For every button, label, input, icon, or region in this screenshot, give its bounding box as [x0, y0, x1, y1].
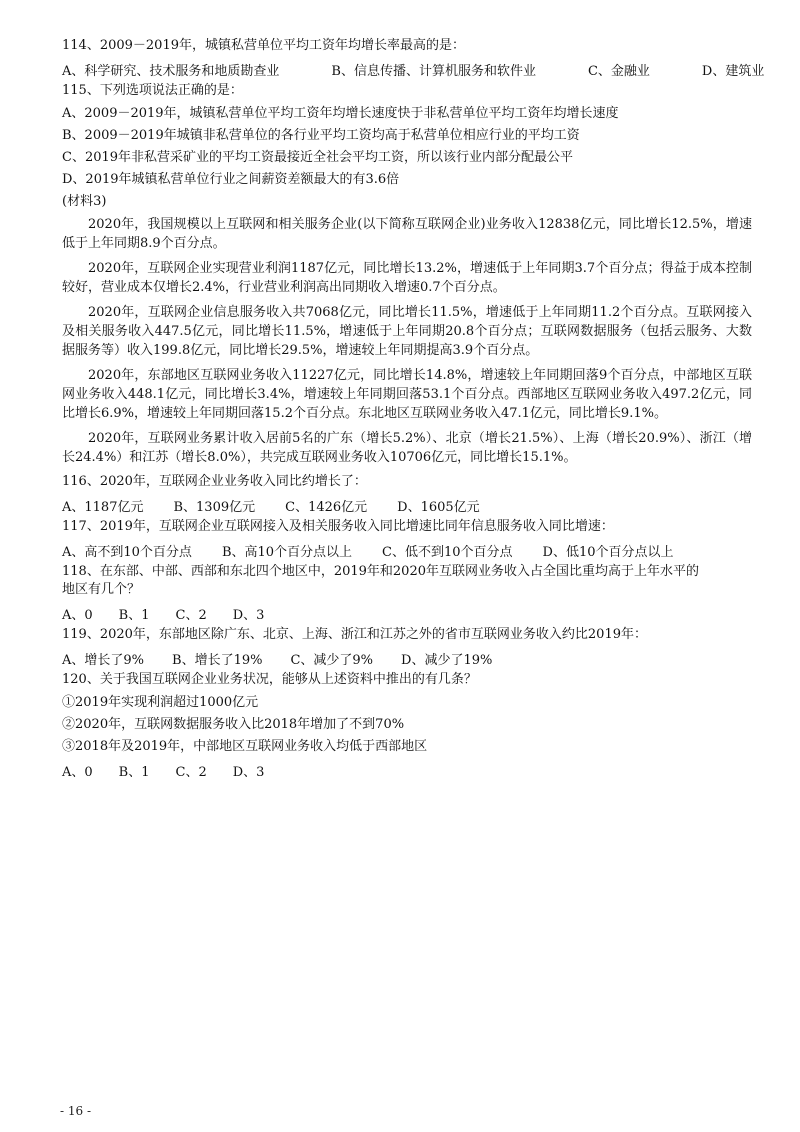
option-c: C、1426亿元: [285, 500, 368, 515]
question-115-options: [62, 105, 752, 189]
option-b: B、1: [118, 765, 150, 780]
page-number: - 16 -: [60, 1104, 92, 1118]
option-c: C、2: [175, 608, 207, 623]
option-b: B、高10个百分点以上: [221, 545, 353, 560]
question-114-options: [62, 60, 765, 79]
question-115-stem: 115、下列选项说法正确的是：: [62, 83, 243, 98]
question-119-stem: 119、2020年，东部地区除广东、北京、上海、浙江和江苏之外的省市互联网业务收入约比2019年：: [62, 627, 647, 642]
option-d: D、低10个百分点以上: [542, 545, 674, 560]
option-c: C、2019年非私营采矿业的平均工资最接近全社会平均工资，所以该行业内部分配最公平: [62, 150, 574, 165]
question-118-options: [62, 604, 752, 623]
question-120-options: [62, 761, 752, 780]
statement-3: ③2018年及2019年，中部地区互联网业务收入均低于西部地区: [62, 739, 428, 754]
document-page: [62, 34, 765, 783]
option-a: A、科学研究、技术服务和地质勘查业: [62, 64, 280, 79]
question-117-options: [62, 541, 752, 560]
question-114-stem: 114、2009－2019年，城镇私营单位平均工资年均增长率最高的是：: [62, 38, 465, 53]
option-c: C、金融业: [587, 64, 650, 79]
question-120-stem: 120、关于我国互联网企业业务状况，能够从上述资料中推出的有几条？: [62, 672, 477, 687]
material-paragraph: 2020年，互联网企业信息服务收入共7068亿元，同比增长11.5%，增速低于上年同期11.2个百分点。互联网接入及相关服务收入447.5亿元，同比增长11.5%，增速低于上年同期20.8个百分点；互联网数据服务（包括云服务、大数据服务等）收入199.8亿元，同比增长29.5%，增速较上年同期提高3.9个百分点。: [62, 305, 752, 358]
material-paragraph: 2020年，东部地区互联网业务收入11227亿元，同比增长14.8%，增速较上年同期回落9个百分点，中部地区互联网业务收入448.1亿元，同比增长3.4%，增速较上年同期回落53.1个百分点。西部地区互联网业务收入497.2亿元，同比增长6.9%，增速较上年同期回落15.2个百分点。东北地区互联网业务收入47.1亿元，同比增长9.1%。: [62, 368, 752, 421]
statement-2: ②2020年，互联网数据服务收入比2018年增加了不到70%: [62, 717, 405, 732]
question-116-options: [62, 496, 752, 515]
statement-1: ①2019年实现利润超过1000亿元: [62, 695, 259, 710]
option-d: D、1605亿元: [397, 500, 480, 515]
option-a: A、1187亿元: [62, 500, 144, 515]
option-b: B、增长了19%: [172, 653, 263, 668]
material-paragraph: 2020年，互联网企业实现营业利润1187亿元，同比增长13.2%，增速低于上年同期3.7个百分点；得益于成本控制较好，营业成本仅增长2.4%，行业营业利润高出同期收入增速0.7个百分点。: [62, 261, 752, 295]
option-b: B、1: [118, 608, 150, 623]
question-116-stem: 116、2020年，互联网企业业务收入同比约增长了：: [62, 474, 367, 489]
option-a: A、0: [62, 765, 93, 780]
option-d: D、建筑业: [701, 64, 765, 79]
option-c: C、2: [175, 765, 207, 780]
question-120-statements: [62, 694, 752, 756]
option-a: A、增长了9%: [62, 653, 145, 668]
option-a: A、0: [62, 608, 93, 623]
question-119-options: [62, 649, 752, 668]
option-d: D、3: [232, 608, 265, 623]
material-paragraph: 2020年，我国规模以上互联网和相关服务企业(以下简称互联网企业)业务收入12838亿元，同比增长12.5%，增速低于上年同期8.9个百分点。: [62, 217, 752, 251]
question-118-stem: 118、在东部、中部、西部和东北四个地区中，2019年和2020年互联网业务收入占全国比重均高于上年水平的: [62, 564, 699, 579]
question-117-stem: 117、2019年，互联网企业互联网接入及相关服务收入同比增速比同年信息服务收入同比增速：: [62, 519, 614, 534]
option-d: D、2019年城镇私营单位行业之间薪资差额最大的有3.6倍: [62, 172, 400, 187]
option-d: D、3: [232, 765, 265, 780]
option-b: B、2009－2019年城镇非私营单位的各行业平均工资均高于私营单位相应行业的平均工资: [62, 128, 580, 143]
option-a: A、2009－2019年，城镇私营单位平均工资年均增长速度快于非私营单位平均工资年均增长速度: [62, 106, 619, 121]
option-c: C、低不到10个百分点: [382, 545, 513, 560]
option-d: D、减少了19%: [401, 653, 493, 668]
option-a: A、高不到10个百分点: [62, 545, 192, 560]
question-118-stem-continued: 地区有几个？: [62, 582, 141, 597]
option-c: C、减少了9%: [290, 653, 374, 668]
option-b: B、1309亿元: [173, 500, 256, 515]
material-label: (材料3): [62, 194, 107, 209]
material-paragraph: 2020年，互联网业务累计收入居前5名的广东（增长5.2%）、北京（增长21.5%）、上海（增长20.9%）、浙江（增长24.4%）和江苏（增长8.0%），共完成互联网业务收入10706亿元，同比增长15.1%。: [62, 431, 752, 465]
option-b: B、信息传播、计算机服务和软件业: [331, 64, 536, 79]
